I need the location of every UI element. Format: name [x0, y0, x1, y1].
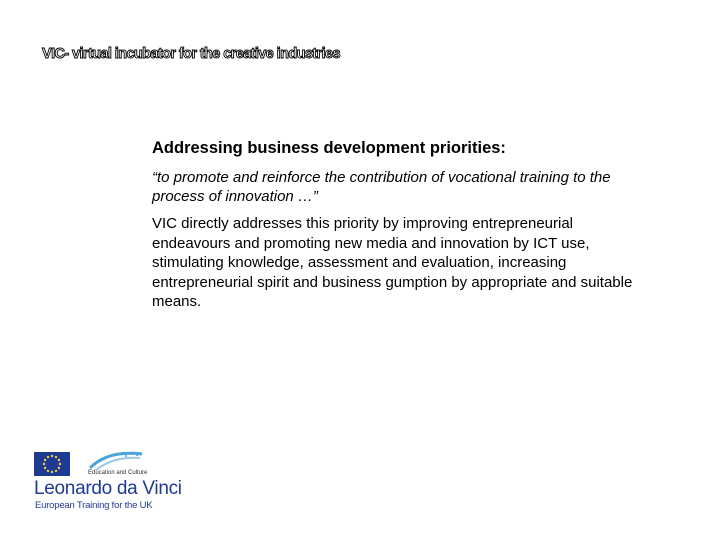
page-header-title: VIC- virtual incubator for the creative industries: [42, 46, 340, 62]
eu-flag-icon: [34, 452, 70, 476]
priority-quote: “to promote and reinforce the contribution of vocational training to the process of innovation …”: [152, 169, 611, 205]
education-culture-swoosh-icon: [86, 448, 146, 472]
slide-content: [152, 138, 642, 312]
logo-tagline: European Training for the UK: [35, 500, 153, 511]
leonardo-da-vinci-logo: [30, 448, 182, 512]
body-paragraph: VIC directly addresses this priority by improving entrepreneurial endeavours and promoting new media and innovation by ICT use, stimulating knowledge, assessment and evaluation, increasing entrepreneurial spirit and business gumption by appropriate and suitable means.: [152, 215, 633, 310]
section-heading: Addressing business development priorities:: [152, 139, 506, 157]
logo-caption: Education and Culture: [88, 470, 148, 476]
logo-name: Leonardo da Vinci: [34, 478, 182, 499]
